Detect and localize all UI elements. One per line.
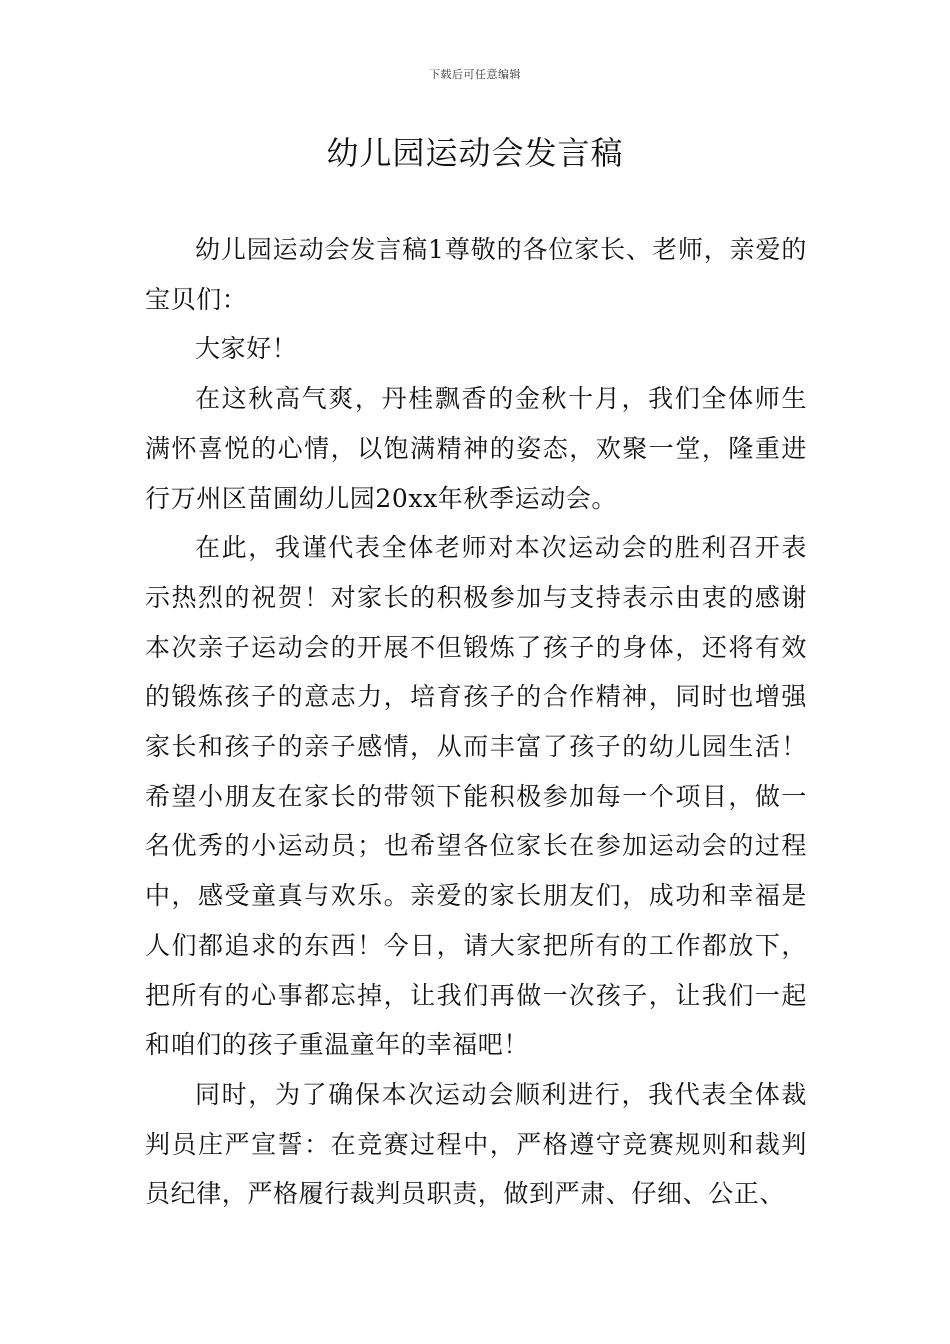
document-body	[145, 225, 807, 1219]
document-title: 幼儿园运动会发言稿	[326, 134, 624, 172]
paragraph-oath: 同时，为了确保本次运动会顺利进行，我代表全体裁判员庄严宣誓：在竞赛过程中，严格遵守竞赛规则和裁判员纪律，严格履行裁判员职责，做到严肃、仔细、公正、	[145, 1079, 807, 1209]
paragraph-congrats: 在此，我谨代表全体老师对本次运动会的胜利召开表示热烈的祝贺！对家长的积极参加与支持表示由衷的感谢本次亲子运动会的开展不但锻炼了孩子的身体，还将有效的锻炼孩子的意志力，培育孩子的合作精神，同时也增强家长和孩子的亲子感情，从而丰富了孩子的幼儿园生活！希望小朋友在家长的带领下能积极参加每一个项目，做一名优秀的小运动员；也希望各位家长在参加运动会的过程中，感受童真与欢乐。亲爱的家长朋友们，成功和幸福是人们都追求的东西！今日，请大家把所有的工作都放下，把所有的心事都忘掉，让我们再做一次孩子，让我们一起和咱们的孩子重温童年的幸福吧！	[145, 533, 807, 1060]
paragraph-intro: 在这秋高气爽，丹桂飘香的金秋十月，我们全体师生满怀喜悦的心情，以饱满精神的姿态，欢聚一堂，隆重进行万州区苗圃幼儿园20xx年秋季运动会。	[145, 384, 807, 513]
paragraph-greeting: 幼儿园运动会发言稿1尊敬的各位家长、老师，亲爱的宝贝们：	[145, 235, 807, 314]
header-note: 下载后可任意编辑	[429, 68, 521, 81]
paragraph-hello: 大家好！	[195, 334, 298, 364]
